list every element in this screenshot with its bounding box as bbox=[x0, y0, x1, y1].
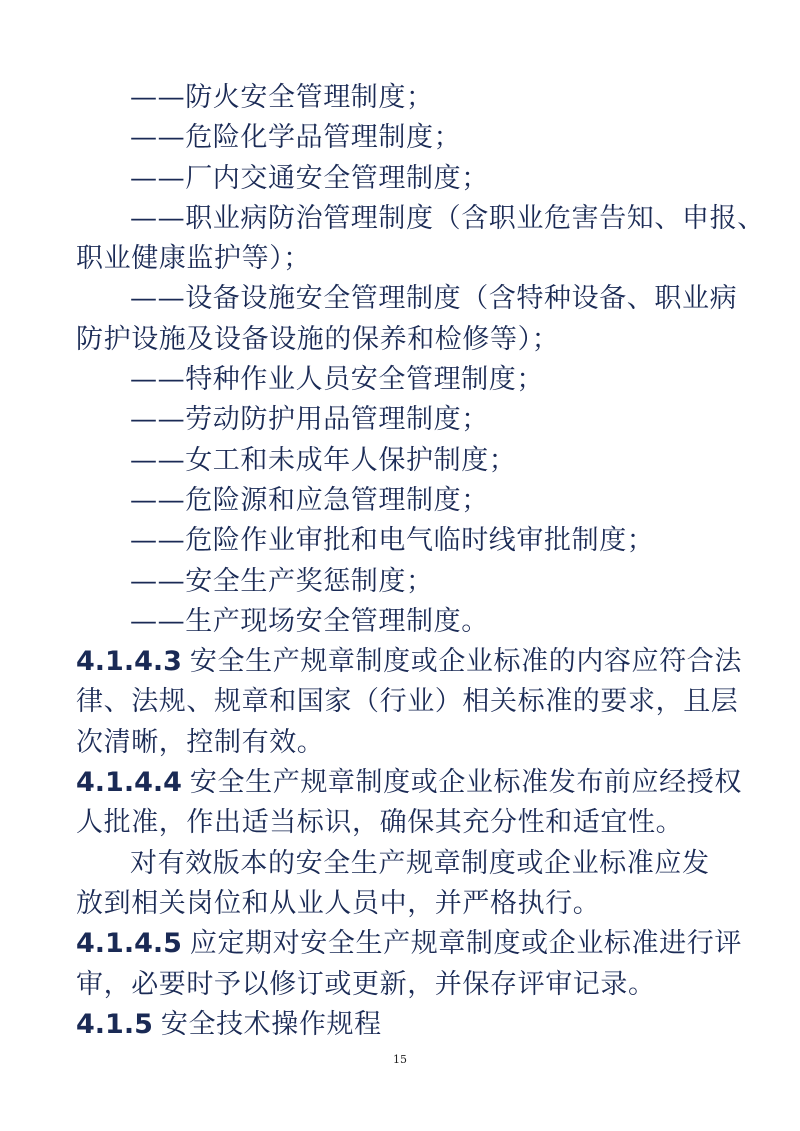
list-item-site-safety: ——生产现场安全管理制度。 bbox=[130, 605, 489, 637]
paragraph-distribution: 对有效版本的安全生产规章制度或企业标准应发 bbox=[130, 847, 710, 879]
list-item-equipment-safety: ——设备设施安全管理制度（含特种设备、职业病 bbox=[130, 283, 738, 315]
list-item-ppe: ——劳动防护用品管理制度； bbox=[130, 404, 489, 436]
clause-4-1-4-5 bbox=[76, 924, 742, 964]
list-item-rewards-penalties: ——安全生产奖惩制度； bbox=[130, 565, 434, 597]
list-item-special-operators: ——特种作业人员安全管理制度； bbox=[130, 364, 544, 396]
clause-4-1-4-3-cont: 律、法规、规章和国家（行业）相关标准的要求，且层 bbox=[76, 686, 739, 718]
list-item-occupational-disease-cont: 职业健康监护等）； bbox=[76, 243, 311, 275]
clause-text: 应定期对安全生产规章制度或企业标准进行评 bbox=[189, 928, 742, 960]
clause-text: 安全生产规章制度或企业标准的内容应符合法 bbox=[189, 646, 742, 678]
clause-4-1-4-5-cont: 审，必要时予以修订或更新，并保存评审记录。 bbox=[76, 968, 656, 1000]
list-item-hazard-emergency: ——危险源和应急管理制度； bbox=[130, 484, 489, 516]
list-item-equipment-safety-cont: 防护设施及设备设施的保养和检修等）； bbox=[76, 323, 560, 355]
list-item-fire-safety: ——防火安全管理制度； bbox=[130, 82, 434, 113]
section-heading-4-1-5 bbox=[76, 1005, 726, 1045]
section-number: 4.1.5 bbox=[76, 1008, 153, 1040]
list-item-women-minors: ——女工和未成年人保护制度； bbox=[130, 444, 517, 476]
list-item-traffic-safety: ——厂内交通安全管理制度； bbox=[130, 162, 489, 194]
list-item-hazardous-chemicals: ——危险化学品管理制度； bbox=[130, 122, 462, 154]
clause-4-1-4-3 bbox=[76, 642, 742, 682]
document-body bbox=[76, 78, 765, 1045]
clause-number: 4.1.4.4 bbox=[76, 767, 182, 799]
section-title: 安全技术操作规程 bbox=[160, 1008, 382, 1040]
clause-text: 安全生产规章制度或企业标准发布前应经授权 bbox=[189, 767, 742, 799]
paragraph-distribution-cont: 放到相关岗位和从业人员中，并严格执行。 bbox=[76, 887, 601, 919]
list-item-occupational-disease: ——职业病防治管理制度（含职业危害告知、申报、 bbox=[130, 202, 765, 234]
clause-4-1-4-4 bbox=[76, 763, 742, 803]
page-number: 15 bbox=[393, 1053, 407, 1066]
clause-4-1-4-3-cont: 次清晰，控制有效。 bbox=[76, 726, 325, 758]
clause-number: 4.1.4.5 bbox=[76, 928, 182, 960]
clause-4-1-4-4-cont: 人批准，作出适当标识，确保其充分性和适宜性。 bbox=[76, 807, 684, 839]
clause-number: 4.1.4.3 bbox=[76, 646, 182, 678]
list-item-dangerous-work-approval: ——危险作业审批和电气临时线审批制度； bbox=[130, 525, 655, 557]
